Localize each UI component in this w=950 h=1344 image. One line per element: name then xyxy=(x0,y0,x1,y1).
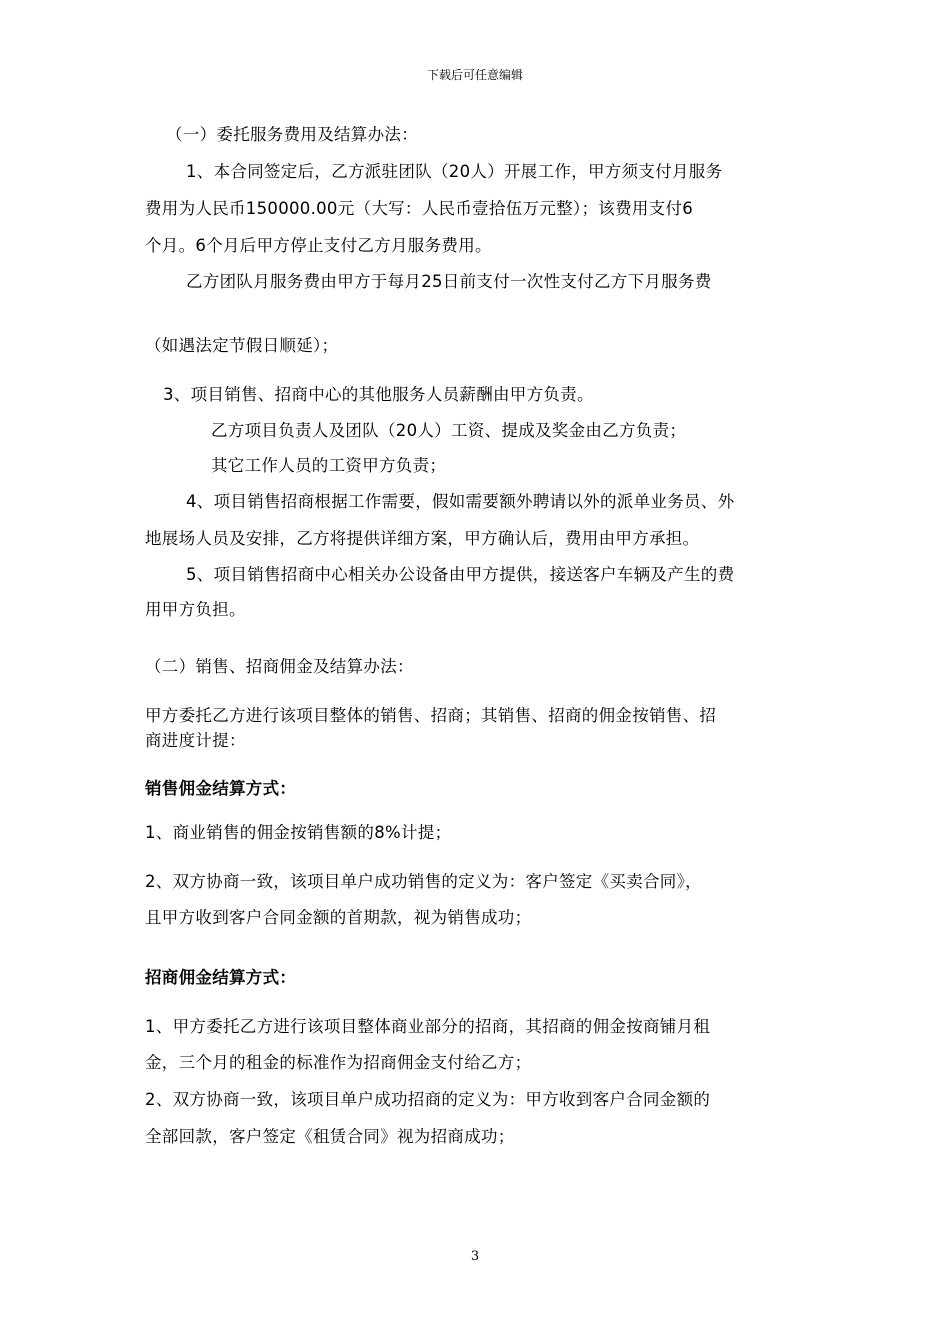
section1-heading: （一）委托服务费用及结算办法： xyxy=(166,125,418,144)
section1-para-line2: （如遇法定节假日顺延）； xyxy=(145,336,339,355)
leasing-item1-line1: 1、甲方委托乙方进行该项目整体商业部分的招商，其招商的佣金按商铺月租 xyxy=(145,1017,711,1036)
section1-para-line1: 乙方团队月服务费由甲方于每月25日前支付一次性支付乙方下月服务费 xyxy=(186,272,712,291)
section2-intro-line2: 商进度计提： xyxy=(145,731,246,750)
section1-item4-line2: 地展场人员及安排，乙方将提供详细方案，甲方确认后，费用由甲方承担。 xyxy=(145,529,700,548)
section1-item5-line1: 5、项目销售招商中心相关办公设备由甲方提供，接送客户车辆及产生的费 xyxy=(186,565,735,584)
sales-commission-heading: 销售佣金结算方式： xyxy=(145,779,297,798)
sales-item2-line1: 2、双方协商一致，该项目单户成功销售的定义为：客户签定《买卖合同》， xyxy=(145,872,702,891)
section1-item3: 3、项目销售、招商中心的其他服务人员薪酬由甲方负责。 xyxy=(163,385,594,404)
leasing-item1-line2: 金，三个月的租金的标准作为招商佣金支付给乙方； xyxy=(145,1053,532,1072)
sales-item1: 1、商业销售的佣金按销售额的8%计提； xyxy=(145,823,452,842)
page-header-note: 下载后可任意编辑 xyxy=(426,68,523,82)
sales-item2-line2: 且甲方收到客户合同金额的首期款，视为销售成功； xyxy=(145,908,532,927)
section1-item1-line1: 1、本合同签定后，乙方派驻团队（20人）开展工作，甲方须支付月服务 xyxy=(186,162,723,181)
section1-item1-line2: 费用为人民币150000.00元（大写：人民币壹拾伍万元整）；该费用支付6 xyxy=(145,199,694,218)
section1-item4-line1: 4、项目销售招商根据工作需要，假如需要额外聘请以外的派单业务员、外 xyxy=(186,492,735,511)
section1-item3-sub1: 乙方项目负责人及团队（20人）工资、提成及奖金由乙方负责； xyxy=(211,421,687,440)
section1-item5-line2: 用甲方负担。 xyxy=(145,600,246,619)
section2-intro-line1: 甲方委托乙方进行该项目整体的销售、招商；其销售、招商的佣金按销售、招 xyxy=(145,706,717,725)
leasing-item2-line1: 2、双方协商一致，该项目单户成功招商的定义为：甲方收到客户合同金额的 xyxy=(145,1090,711,1109)
section2-heading: （二）销售、招商佣金及结算办法： xyxy=(145,657,414,676)
page-number: 3 xyxy=(470,1249,480,1264)
section1-item1-line3: 个月。6个月后甲方停止支付乙方月服务费用。 xyxy=(145,236,492,255)
leasing-commission-heading: 招商佣金结算方式： xyxy=(145,968,297,987)
leasing-item2-line2: 全部回款，客户签定《租赁合同》视为招商成功； xyxy=(145,1127,515,1146)
section1-item3-sub2: 其它工作人员的工资甲方负责； xyxy=(211,456,447,475)
